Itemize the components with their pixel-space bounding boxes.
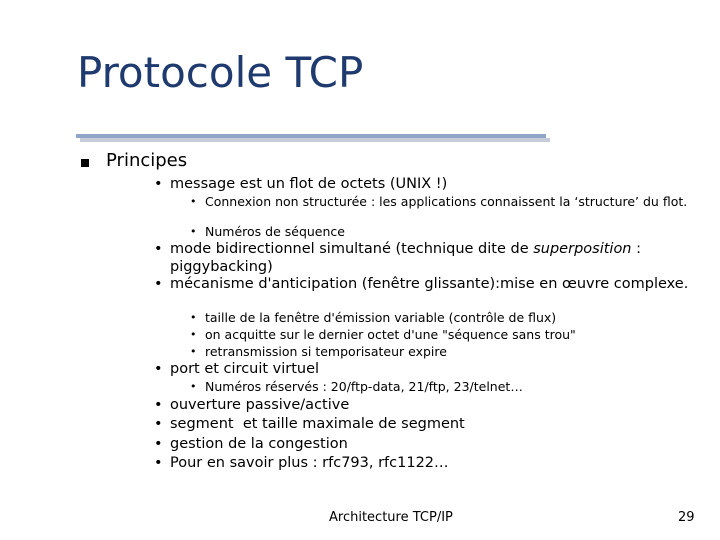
bullet-dot-icon: •: [190, 380, 197, 393]
bullet-dot-icon: •: [190, 328, 197, 341]
bullet-dot-icon: •: [154, 455, 163, 471]
bullet-dot-icon: •: [154, 241, 163, 257]
bullet-dot-icon: •: [154, 397, 163, 413]
bullet-dot-icon: •: [190, 195, 197, 208]
bullet-dot-icon: •: [154, 416, 163, 432]
bullet-dot-icon: •: [154, 436, 163, 452]
square-bullet-icon: [81, 159, 89, 167]
bullet-dot-icon: •: [190, 345, 197, 358]
bullet-dot-icon: •: [190, 225, 197, 238]
main-bullet: Principes: [106, 150, 188, 171]
bullet-dot-icon: •: [154, 176, 163, 192]
slide-content: Principes • message est un flot de octets (UNIX !) • Connexion non structurée : les applications connaissent la ‘structure’ du flot. • Numéros de séquence • mode bidirectionnel simultané (technique dite de superposition : piggybacking) • mécanisme d'anticipation (fenêtre glissante):mise en œuvre complexe. • taille de la fenêtre d'émission variable (contrôle de flux) • on acquitte sur le dernier octet d'une "séquence sans trou" • retransmission si temporisateur expire • port et circuit virtuel • Numéros réservés : 20/ftp-data, 21/ftp, 23/telnet… • ouverture passive/active • segment et taille maximale de segment • gestion de la congestion • Pour en savoir plus : rfc793, rfc1122…: [0, 0, 720, 540]
bullet-dot-icon: •: [154, 361, 163, 377]
bullet-dot-icon: •: [190, 311, 197, 324]
page-number: 29: [678, 510, 695, 525]
slide-title: Protocole TCP: [77, 48, 364, 97]
footer-title: Architecture TCP/IP: [329, 510, 453, 525]
bullet-dot-icon: •: [154, 276, 163, 292]
